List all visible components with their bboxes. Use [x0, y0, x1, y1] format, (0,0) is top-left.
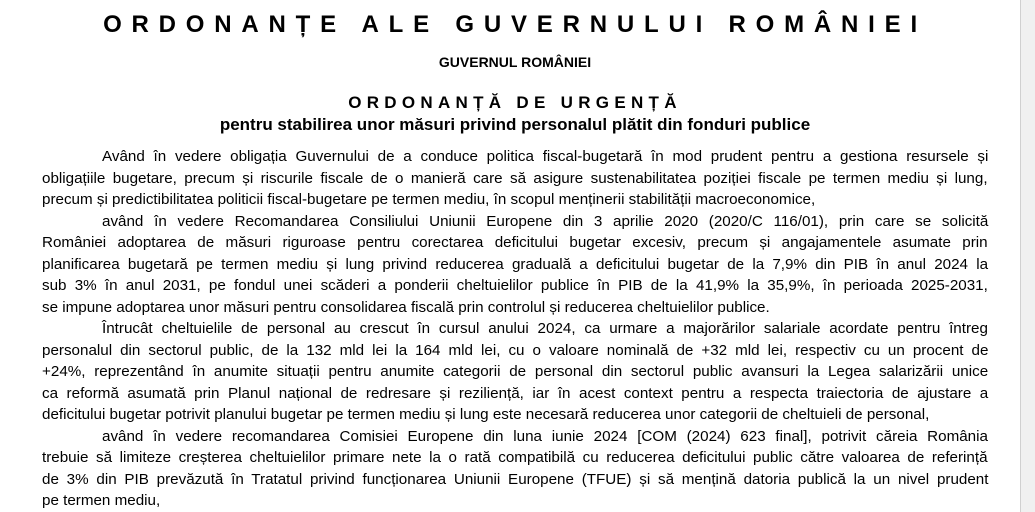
- paragraph-line: de 3% din PIB prevăzută în Tratatul privind funcționarea Uniunii Europene (TFUE) și să mențină datoria publică la un nivel prudent: [42, 470, 989, 488]
- paragraph-line: României adoptarea de măsuri riguroase pentru corectarea deficitului bugetar excesiv, precum și angajamentele asumate prin: [42, 234, 988, 251]
- paragraph-line: Având în vedere obligația Guvernului de a conduce politica fiscal-bugetară în mod prudent pentru a gestiona resursele și: [102, 148, 989, 165]
- preamble-paragraph: [42, 426, 988, 512]
- paragraph-line: ca reformă asumată prin Planul național de redresare și reziliență, iar în acest context pentru a respecta traiectoria de ajustare a: [42, 384, 989, 402]
- paragraph-line: trebuie să limiteze creșterea cheltuielilor primare nete la o rată compatibilă cu reducerea deficitului public către valoarea de referință: [42, 449, 988, 466]
- paragraph-line: +24%, reprezentând în anumite situații pentru anumite categorii de personal din sectorul public avansuri la Legea salarizării unice: [42, 363, 989, 380]
- paragraph-line: se impune adoptarea unor măsuri pentru consolidarea fiscală prin controlul și reducerea cheltuielilor publice.: [42, 298, 770, 316]
- scrollbar-track[interactable]: [1020, 0, 1035, 512]
- issuer-name: GUVERNUL ROMÂNIEI: [438, 54, 592, 70]
- preamble-body: [42, 146, 988, 512]
- act-subject-heading: pentru stabilirea unor măsuri privind personalul plătit din fonduri publice: [219, 115, 811, 134]
- paragraph-line: având în vedere Recomandarea Consiliului Uniunii Europene din 3 aprilie 2020 (2020/C 116/01), prin care se solicită: [102, 212, 989, 230]
- preamble-paragraph: [42, 211, 988, 319]
- paragraph-line: sub 3% în anul 2031, pe fondul unei scăderi a ponderii cheltuielilor publice în PIB de la 41,9% la 35,9%, în perioada 2025-2031,: [42, 277, 988, 294]
- paragraph-line: obligațiile bugetare, precum și riscurile fiscale de o manieră care să asigure sustenabilitatea poziției fiscale pe termen mediu și lung,: [42, 169, 988, 187]
- paragraph-line: planificarea bugetară pe termen mediu și lung privind reducerea graduală a deficitului bugetar de la 7,9% din PIB în anul 2024 la: [42, 255, 989, 273]
- paragraph-line: deficitului bugetar potrivit planului bugetar pe termen mediu și lung este necesară reducerea unor categorii de cheltuieli de personal,: [42, 406, 930, 423]
- act-type-heading: ORDONANȚĂ DE URGENȚĂ: [348, 93, 682, 112]
- preamble-paragraph: [42, 146, 988, 211]
- paragraph-line: având în vedere recomandarea Comisiei Europene din luna iunie 2024 [COM (2024) 623 final], potrivit căreia România: [102, 427, 988, 445]
- paragraph-line: personalul din sectorul public, de la 132 mld lei la 164 mld lei, cu o valoare nominală de +32 mld lei, respectiv cu un procent de: [42, 341, 989, 359]
- paragraph-line: Întrucât cheltuielile de personal au crescut în cursul anului 2024, ca urmare a majorărilor salariale acordate pentru întreg: [102, 320, 988, 337]
- gazette-section-title: ORDONANȚE ALE GUVERNULUI ROMÂNIEI: [103, 11, 927, 38]
- paragraph-line: precum și predictibilitatea politicii fiscal-bugetare pe termen mediu, în scopul menținerii stabilității macroeconomice,: [42, 191, 816, 208]
- document-content: [42, 0, 988, 512]
- preamble-paragraph: [42, 318, 988, 426]
- paragraph-line: pe termen mediu,: [42, 492, 161, 509]
